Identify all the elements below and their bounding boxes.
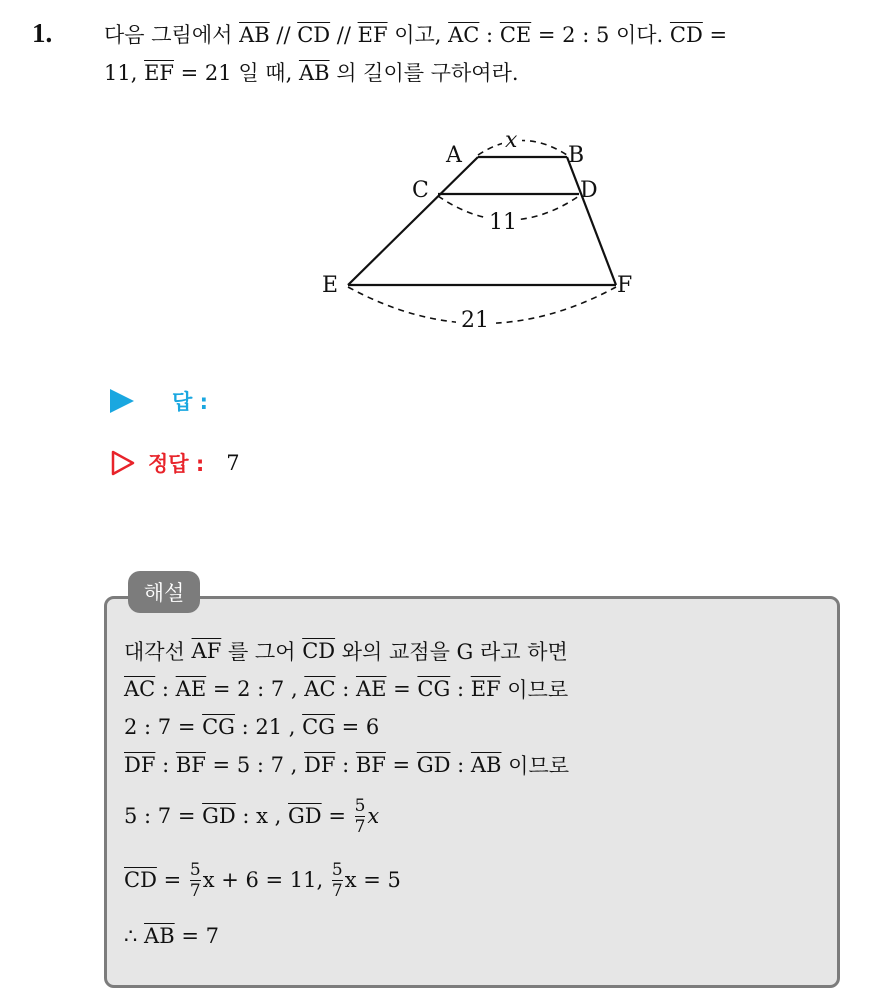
correct-answer-label: 정답 : — [148, 452, 205, 476]
question-number: 1. — [32, 18, 53, 48]
outline-triangle-icon — [110, 450, 136, 476]
question-text — [104, 16, 864, 92]
fraction: $\frac{5}{7}$ — [331, 859, 343, 901]
label-e: E — [322, 273, 339, 298]
arc-ab — [478, 141, 567, 156]
question-line-1: 다음 그림에서 $\overline{AB} // \overline{CD} // \overline{EF}$ 이고, $\overline{AC}$ : $\overline{CE} = 2$ : 5 이다. $\overline{CD}$ = — [104, 23, 728, 47]
solution-badge: 해설 — [128, 571, 200, 613]
label-f: F — [617, 273, 633, 298]
label-a: A — [446, 143, 462, 168]
correct-answer-value: 7 — [226, 451, 240, 475]
answer-row — [110, 386, 208, 416]
fraction: $\frac{5}{7}$ — [354, 795, 366, 837]
segment-ae — [348, 157, 478, 285]
segment-bf — [567, 157, 616, 285]
solution-line-1: 대각선 $\overline{AF}$ 를 그어 $\overline{CD}$ 와의 교점을 G 라고 하면 — [124, 639, 568, 664]
solution-content — [124, 632, 824, 960]
answer-label: 답 : — [172, 390, 208, 414]
label-b: B — [568, 143, 585, 168]
solution-line-3: 2 : 7 = $\overline{CG}$ : 21 , $\overline{CG}$ = 6 — [124, 715, 380, 739]
play-arrow-icon — [110, 389, 134, 413]
fraction: $\frac{5}{7}$ — [189, 859, 201, 901]
correct-answer-row — [110, 448, 240, 478]
solution-line-2: $\overline{AC}$ : $\overline{AE}$ = 2 : 7 , $\overline{AC}$ : $\overline{AE}$ = $\overline{CG}$ : $\overline{EF}$ 이므로 — [124, 677, 569, 702]
label-cd-length: 11 — [489, 210, 517, 235]
trapezoid-diagram — [318, 124, 638, 344]
solution-line-4: $\overline{DF}$ : $\overline{BF}$ = 5 : 7 , $\overline{DF}$ : $\overline{BF}$ = $\overline{GD}$ : $\overline{AB}$ 이므로 — [124, 753, 570, 778]
solution-line-5: 5 : 7 = $\overline{GD}$ : x , $\overline{GD}$ = $\frac{5}{7}$ x — [124, 795, 380, 837]
label-x: x — [505, 128, 518, 153]
label-ef-length: 21 — [461, 308, 489, 333]
solution-line-6: $\overline{CD}$ = $\frac{5}{7}$ x + 6 = 11, $\frac{5}{7}$ x = 5 — [124, 859, 401, 901]
solution-line-7: ∴ $\overline{AB}$ = 7 — [124, 924, 219, 948]
question-line-2: 11, $\overline{EF} = 21$ 일 때, $\overline{AB}$ 의 길이를 구하여라. — [104, 61, 519, 85]
label-c: C — [412, 178, 429, 203]
label-d: D — [580, 178, 598, 203]
